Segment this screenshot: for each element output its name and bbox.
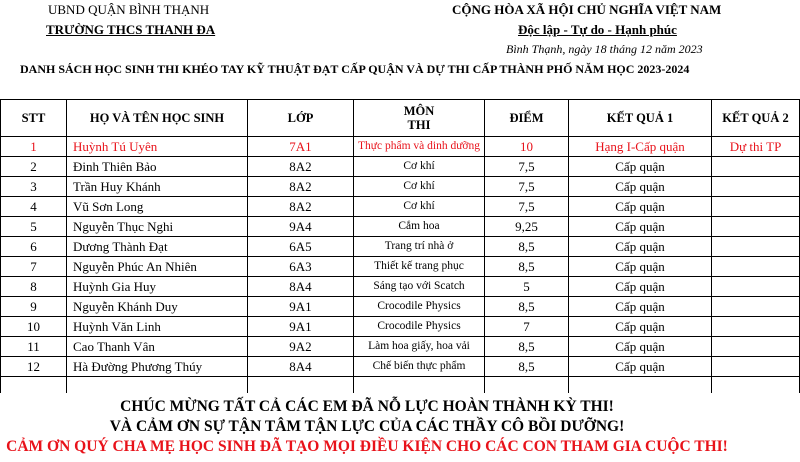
cell-result1: Cấp quận [569,157,712,177]
document-date: Bình Thạnh, ngày 18 tháng 12 năm 2023 [506,42,703,56]
cell-result2 [712,197,800,217]
cell-stt: 2 [1,157,67,177]
cell-subject: Làm hoa giấy, hoa vải [354,337,485,357]
cell-stt: 8 [1,277,67,297]
cell-score: 7,5 [485,197,569,217]
cell-stt: 12 [1,357,67,377]
cell-score: 5 [485,277,569,297]
col-header-subject-line1: MÔN [403,104,435,118]
cell-student-name: Trần Huy Khánh [67,177,248,197]
cell-score: 9,25 [485,217,569,237]
table-row [1,157,800,177]
table-row-blank [1,377,800,394]
cell-stt: 5 [1,217,67,237]
table-row [1,137,800,157]
cell-student-name: Vũ Sơn Long [67,197,248,217]
congrats-line: CHÚC MỪNG TẤT CẢ CÁC EM ĐÃ NỖ LỰC HOÀN THÀNH KỲ THI! [120,398,614,415]
cell-score: 8,5 [485,297,569,317]
cell-class: 8A2 [248,177,354,197]
cell-class: 8A4 [248,357,354,377]
cell-stt: 7 [1,257,67,277]
cell-student-name: Huỳnh Gia Huy [67,277,248,297]
cell-result2 [712,217,800,237]
blank-cell [569,377,712,394]
cell-result2 [712,337,800,357]
col-header-name: HỌ VÀ TÊN HỌC SINH [67,100,248,137]
cell-result1: Cấp quận [569,217,712,237]
cell-result1: Cấp quận [569,257,712,277]
table-header-row [1,100,800,137]
cell-stt: 9 [1,297,67,317]
cell-stt: 11 [1,337,67,357]
cell-class: 7A1 [248,137,354,157]
thanks-teachers-line: VÀ CẢM ƠN SỰ TẬN TÂM TẬN LỰC CỦA CÁC THẦY CÔ BỒI DƯỠNG! [109,418,625,435]
student-results-table [0,99,800,393]
cell-result1: Cấp quận [569,237,712,257]
org-name: UBND QUẬN BÌNH THẠNH [48,2,210,17]
cell-result1: Cấp quận [569,197,712,217]
col-header-result2: KẾT QUẢ 2 [712,100,800,137]
cell-class: 8A2 [248,157,354,177]
cell-student-name: Huỳnh Tú Uyên [67,137,248,157]
cell-score: 7,5 [485,177,569,197]
table-row [1,177,800,197]
table-row [1,237,800,257]
cell-class: 8A4 [248,277,354,297]
blank-cell [1,377,67,394]
col-header-subject [354,100,485,137]
cell-score: 10 [485,137,569,157]
cell-result1: Cấp quận [569,297,712,317]
cell-subject: Crocodile Physics [354,297,485,317]
cell-score: 8,5 [485,337,569,357]
cell-subject: Thiết kế trang phục [354,257,485,277]
cell-subject: Cơ khí [354,157,485,177]
cell-subject: Cơ khí [354,177,485,197]
cell-stt: 10 [1,317,67,337]
cell-class: 9A2 [248,337,354,357]
cell-result2 [712,297,800,317]
cell-result1: Cấp quận [569,357,712,377]
cell-student-name: Nguyễn Khánh Duy [67,297,248,317]
cell-stt: 4 [1,197,67,217]
cell-result1: Cấp quận [569,177,712,197]
cell-student-name: Dương Thành Đạt [67,237,248,257]
cell-result2 [712,277,800,297]
col-header-class: LỚP [248,100,354,137]
blank-cell [485,377,569,394]
cell-student-name: Nguyễn Phúc An Nhiên [67,257,248,277]
col-header-subject-line2: THI [407,118,431,132]
col-header-result1: KẾT QUẢ 1 [569,100,712,137]
cell-result2 [712,157,800,177]
cell-student-name: Hà Đường Phương Thúy [67,357,248,377]
cell-student-name: Nguyễn Thục Nghi [67,217,248,237]
cell-result2 [712,257,800,277]
cell-result2 [712,237,800,257]
cell-stt: 1 [1,137,67,157]
cell-subject: Cắm hoa [354,217,485,237]
cell-score: 7,5 [485,157,569,177]
cell-stt: 6 [1,237,67,257]
table-row [1,257,800,277]
cell-score: 8,5 [485,257,569,277]
page-title: DANH SÁCH HỌC SINH THI KHÉO TAY KỸ THUẬT ĐẠT CẤP QUẬN VÀ DỰ THI CẤP THÀNH PHỐ NĂM HỌC 2023-2024 [20,62,690,76]
cell-student-name: Đinh Thiên Bảo [67,157,248,177]
cell-class: 6A5 [248,237,354,257]
cell-score: 8,5 [485,357,569,377]
thanks-parents-line: CẢM ƠN QUÝ CHA MẸ HỌC SINH ĐÃ TẠO MỌI ĐIỀU KIỆN CHO CÁC CON THAM GIA CUỘC THI! [6,438,728,455]
cell-result1: Cấp quận [569,337,712,357]
cell-result1: Cấp quận [569,277,712,297]
cell-result2 [712,317,800,337]
col-header-stt: STT [1,100,67,137]
cell-result1: Hạng I-Cấp quận [569,137,712,157]
cell-result1: Cấp quận [569,317,712,337]
cell-class: 9A1 [248,297,354,317]
table-row [1,357,800,377]
nation-title: CỘNG HÒA XÃ HỘI CHỦ NGHĨA VIỆT NAM [452,2,722,17]
table-row [1,317,800,337]
table-row [1,217,800,237]
cell-class: 8A2 [248,197,354,217]
blank-cell [67,377,248,394]
table-row [1,297,800,317]
cell-class: 6A3 [248,257,354,277]
blank-cell [248,377,354,394]
table-row [1,337,800,357]
cell-result2 [712,357,800,377]
cell-subject: Trang trí nhà ở [354,237,485,257]
table-row [1,277,800,297]
cell-stt: 3 [1,177,67,197]
motto: Độc lập - Tự do - Hạnh phúc [518,22,677,37]
school-name: TRƯỜNG THCS THANH ĐA [46,22,216,37]
cell-subject: Chế biến thực phẩm [354,357,485,377]
cell-student-name: Cao Thanh Vân [67,337,248,357]
table-row [1,197,800,217]
cell-class: 9A1 [248,317,354,337]
cell-student-name: Huỳnh Văn Linh [67,317,248,337]
cell-subject: Sáng tạo với Scatch [354,277,485,297]
cell-score: 8,5 [485,237,569,257]
cell-result2 [712,177,800,197]
cell-score: 7 [485,317,569,337]
cell-class: 9A4 [248,217,354,237]
cell-result2: Dự thi TP [712,137,800,157]
blank-cell [712,377,800,394]
blank-cell [354,377,485,394]
cell-subject: Crocodile Physics [354,317,485,337]
cell-subject: Cơ khí [354,197,485,217]
cell-subject: Thực phẩm và dinh dưỡng [354,137,485,157]
col-header-score: ĐIỂM [485,100,569,137]
